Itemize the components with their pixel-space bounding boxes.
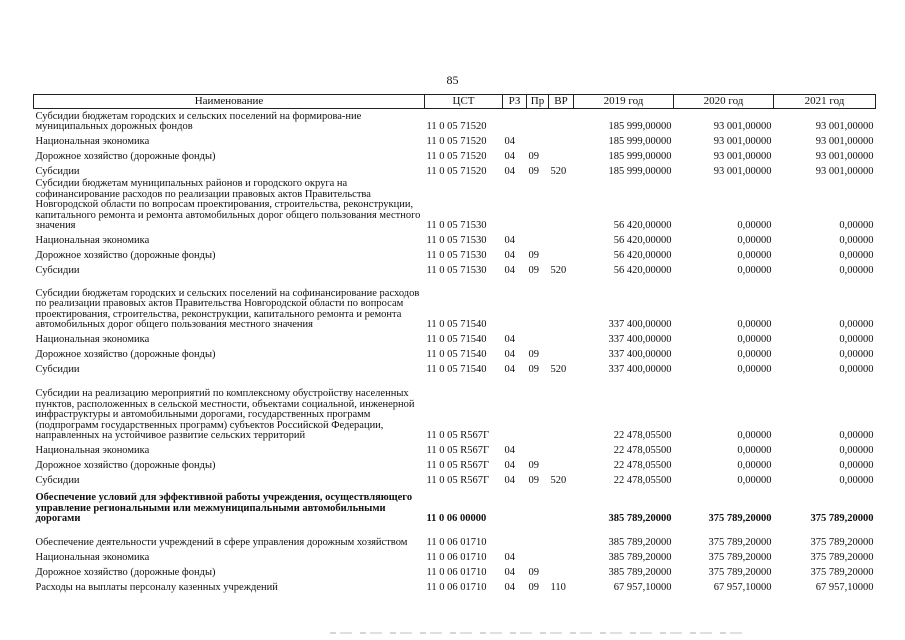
cell-2020: 0,00000 xyxy=(737,220,772,231)
cell-rz: 04 xyxy=(504,552,515,563)
cell-2019: 56 420,00000 xyxy=(613,220,672,231)
table-row xyxy=(34,361,876,376)
cell-2020: 375 789,20000 xyxy=(708,537,772,548)
cell-2021: 93 001,00000 xyxy=(815,121,874,132)
cell-vr xyxy=(549,178,574,232)
cell-2021: 0,00000 xyxy=(839,334,874,345)
cell-pr xyxy=(527,331,549,346)
cell-2021: 0,00000 xyxy=(839,319,874,330)
cell-2020: 93 001,00000 xyxy=(713,121,772,132)
header-rz: РЗ xyxy=(503,95,527,109)
cell-vr xyxy=(549,232,574,247)
cell-2021: 0,00000 xyxy=(839,349,874,360)
cell-cst: 11 0 05 R567Г xyxy=(426,430,490,441)
cell-2019: 337 400,00000 xyxy=(608,319,672,330)
cell-pr xyxy=(527,178,549,232)
cell-cst: 11 0 05 71530 xyxy=(426,220,487,231)
cell-cst: 11 0 05 71520 xyxy=(426,166,487,177)
table-row xyxy=(34,262,876,277)
cell-2019: 56 420,00000 xyxy=(613,250,672,261)
cell-rz: 04 xyxy=(504,445,515,456)
cell-2020: 93 001,00000 xyxy=(713,151,772,162)
cell-rz: 04 xyxy=(504,475,515,486)
cell-pr xyxy=(527,277,549,331)
cell-2019: 22 478,05500 xyxy=(613,445,672,456)
cell-rz xyxy=(503,277,527,331)
header-2019: 2019 год xyxy=(574,95,674,109)
table-row xyxy=(34,564,876,579)
cell-rz xyxy=(503,178,527,232)
cell-name: Национальная экономика xyxy=(35,334,150,345)
table-row xyxy=(34,277,876,331)
cell-pr: 09 xyxy=(528,364,539,375)
cell-2019: 22 478,05500 xyxy=(613,475,672,486)
cell-vr xyxy=(549,277,574,331)
table-body xyxy=(34,109,876,594)
table-row xyxy=(34,457,876,472)
cell-cst: 11 0 05 71530 xyxy=(426,235,487,246)
cell-2021: 0,00000 xyxy=(839,445,874,456)
cell-rz: 04 xyxy=(504,250,515,261)
table-row xyxy=(34,109,876,133)
cell-2019: 385 789,20000 xyxy=(608,567,672,578)
cell-2020: 0,00000 xyxy=(737,475,772,486)
cell-pr xyxy=(527,549,549,564)
cell-2019: 385 789,20000 xyxy=(608,537,672,548)
cell-vr: 520 xyxy=(550,166,567,177)
cell-cst: 11 0 06 01710 xyxy=(426,537,487,548)
cell-rz: 04 xyxy=(504,460,515,471)
cell-cst: 11 0 05 71520 xyxy=(426,121,487,132)
cell-2020: 0,00000 xyxy=(737,430,772,441)
cell-2019: 385 789,20000 xyxy=(608,552,672,563)
table-row xyxy=(34,247,876,262)
cell-2021: 93 001,00000 xyxy=(815,136,874,147)
cell-name: Субсидии xyxy=(35,265,80,276)
cell-2021: 67 957,10000 xyxy=(815,582,874,593)
cell-2021: 0,00000 xyxy=(839,364,874,375)
cell-vr xyxy=(549,457,574,472)
cell-2020: 0,00000 xyxy=(737,364,772,375)
cell-name: Обеспечение деятельности учреждений в сфере управления дорожным хозяйством xyxy=(35,537,408,548)
cell-2019: 22 478,05500 xyxy=(613,430,672,441)
cell-2020: 0,00000 xyxy=(737,445,772,456)
cell-rz: 04 xyxy=(504,151,515,162)
cell-2019: 337 400,00000 xyxy=(608,364,672,375)
cell-cst: 11 0 05 71520 xyxy=(426,151,487,162)
cell-name: Расходы на выплаты персоналу казенных учреждений xyxy=(35,582,278,593)
cell-pr: 09 xyxy=(528,582,539,593)
table-row xyxy=(34,525,876,549)
cell-2019: 385 789,20000 xyxy=(608,513,672,524)
cell-vr xyxy=(549,564,574,579)
cell-2021: 0,00000 xyxy=(839,265,874,276)
cell-rz xyxy=(503,487,527,525)
cell-2020: 0,00000 xyxy=(737,250,772,261)
cell-pr xyxy=(527,525,549,549)
cell-2019: 185 999,00000 xyxy=(608,136,672,147)
cell-2021: 375 789,20000 xyxy=(810,513,874,524)
cell-2021: 0,00000 xyxy=(839,430,874,441)
cell-2021: 375 789,20000 xyxy=(810,537,874,548)
table-row xyxy=(34,148,876,163)
cell-vr xyxy=(549,109,574,133)
cell-pr xyxy=(527,376,549,442)
cell-vr xyxy=(549,346,574,361)
cell-vr: 520 xyxy=(550,475,567,486)
cell-pr: 09 xyxy=(528,349,539,360)
cell-name: Национальная экономика xyxy=(35,445,150,456)
table-row xyxy=(34,163,876,178)
cell-2020: 0,00000 xyxy=(737,460,772,471)
cell-cst: 11 0 06 01710 xyxy=(426,567,487,578)
cell-rz xyxy=(503,109,527,133)
cell-cst: 11 0 05 R567Г xyxy=(426,445,490,456)
table-row xyxy=(34,346,876,361)
cell-2020: 0,00000 xyxy=(737,334,772,345)
cell-name: Субсидии бюджетам городских и сельских поселений на формирова-ние муниципальных дорожных фондов xyxy=(35,110,362,132)
cell-cst: 11 0 05 71540 xyxy=(426,319,487,330)
cell-name: Субсидии на реализацию мероприятий по комплексному обустройству населенных пунктов, расположенных в сельской местности, объектами социальной, инженерной инфраструктуры и автомобильными дорогами, государственных программ (подпрограмм государственных программ) субъектов Российской Федерации, направленных на устойчивое развитие сельских территорий xyxy=(35,388,415,441)
cell-2020: 93 001,00000 xyxy=(713,166,772,177)
cell-rz xyxy=(503,376,527,442)
cell-2019: 67 957,10000 xyxy=(613,582,672,593)
table-row xyxy=(34,133,876,148)
cell-cst: 11 0 06 01710 xyxy=(426,552,487,563)
cell-pr: 09 xyxy=(528,151,539,162)
cell-cst: 11 0 05 71540 xyxy=(426,349,487,360)
cell-2019: 22 478,05500 xyxy=(613,460,672,471)
cell-cst: 11 0 05 71530 xyxy=(426,265,487,276)
cell-cst: 11 0 05 R567Г xyxy=(426,460,490,471)
cell-vr xyxy=(549,549,574,564)
table-row xyxy=(34,232,876,247)
table-row xyxy=(34,331,876,346)
cell-cst: 11 0 05 71530 xyxy=(426,250,487,261)
cell-rz: 04 xyxy=(504,349,515,360)
header-2021: 2021 год xyxy=(774,95,876,109)
cell-cst: 11 0 05 71520 xyxy=(426,136,487,147)
cell-2021: 0,00000 xyxy=(839,250,874,261)
cell-cst: 11 0 05 71540 xyxy=(426,364,487,375)
cell-2019: 337 400,00000 xyxy=(608,349,672,360)
cell-pr: 09 xyxy=(528,250,539,261)
cell-2020: 67 957,10000 xyxy=(713,582,772,593)
cell-vr xyxy=(549,525,574,549)
cell-2020: 375 789,20000 xyxy=(708,567,772,578)
cell-name: Дорожное хозяйство (дорожные фонды) xyxy=(35,250,216,261)
cell-vr xyxy=(549,133,574,148)
budget-table xyxy=(33,94,876,594)
cell-pr xyxy=(527,442,549,457)
table-row xyxy=(34,549,876,564)
header-name: Наименование xyxy=(34,95,425,109)
header-pr: Пр xyxy=(527,95,549,109)
cell-name: Дорожное хозяйство (дорожные фонды) xyxy=(35,151,216,162)
table-row xyxy=(34,487,876,525)
header-2020: 2020 год xyxy=(674,95,774,109)
cell-vr xyxy=(549,148,574,163)
cell-2020: 0,00000 xyxy=(737,265,772,276)
cell-vr: 520 xyxy=(550,265,567,276)
cell-name: Субсидии xyxy=(35,364,80,375)
cell-cst: 11 0 05 71540 xyxy=(426,334,487,345)
cell-pr xyxy=(527,487,549,525)
table-header-row xyxy=(34,95,876,109)
cell-name: Субсидии бюджетам муниципальных районов и городского округа на софинансирование расходов по реализации правовых актов Правительства Новгородской области по вопросам проектирования, строительства, реконструкции, капитального ремонта и ремонта автомобильных дорог общего пользования местного значения xyxy=(35,178,421,231)
cell-rz: 04 xyxy=(504,364,515,375)
cell-2021: 0,00000 xyxy=(839,460,874,471)
cell-pr: 09 xyxy=(528,460,539,471)
cell-2019: 337 400,00000 xyxy=(608,334,672,345)
cell-name: Национальная экономика xyxy=(35,136,150,147)
cell-rz: 04 xyxy=(504,166,515,177)
cell-name: Обеспечение условий для эффективной работы учреждения, осуществляющего управление региональными или межмуниципальными автомобильными дорогами xyxy=(35,492,413,524)
cell-name: Субсидии xyxy=(35,475,80,486)
cell-2020: 0,00000 xyxy=(737,349,772,360)
cell-vr xyxy=(549,247,574,262)
cell-pr: 09 xyxy=(528,475,539,486)
cell-2021: 0,00000 xyxy=(839,220,874,231)
cell-rz: 04 xyxy=(504,582,515,593)
cell-cst: 11 0 06 01710 xyxy=(426,582,487,593)
table-row xyxy=(34,178,876,232)
cell-2021: 93 001,00000 xyxy=(815,166,874,177)
cell-pr xyxy=(527,109,549,133)
cell-2019: 185 999,00000 xyxy=(608,121,672,132)
cell-2021: 0,00000 xyxy=(839,235,874,246)
cell-pr xyxy=(527,232,549,247)
cell-cst: 11 0 06 00000 xyxy=(426,513,487,524)
cell-2021: 375 789,20000 xyxy=(810,567,874,578)
cell-rz: 04 xyxy=(504,136,515,147)
cell-rz: 04 xyxy=(504,235,515,246)
cell-vr: 110 xyxy=(550,582,566,593)
header-vr: ВР xyxy=(549,95,574,109)
cell-name: Субсидии xyxy=(35,166,80,177)
cell-name: Дорожное хозяйство (дорожные фонды) xyxy=(35,460,216,471)
cell-vr xyxy=(549,487,574,525)
cell-pr: 09 xyxy=(528,567,539,578)
cell-pr xyxy=(527,133,549,148)
cell-name: Дорожное хозяйство (дорожные фонды) xyxy=(35,567,216,578)
cell-2021: 0,00000 xyxy=(839,475,874,486)
cell-vr xyxy=(549,331,574,346)
cell-2020: 93 001,00000 xyxy=(713,136,772,147)
table-row xyxy=(34,442,876,457)
header-cst: ЦСТ xyxy=(425,95,503,109)
scan-artifact xyxy=(330,632,750,634)
cell-vr xyxy=(549,442,574,457)
cell-pr: 09 xyxy=(528,265,539,276)
table-row xyxy=(34,579,876,594)
cell-2021: 375 789,20000 xyxy=(810,552,874,563)
cell-2021: 93 001,00000 xyxy=(815,151,874,162)
cell-name: Дорожное хозяйство (дорожные фонды) xyxy=(35,349,216,360)
cell-2020: 0,00000 xyxy=(737,235,772,246)
cell-pr: 09 xyxy=(528,166,539,177)
cell-2019: 185 999,00000 xyxy=(608,151,672,162)
cell-vr xyxy=(549,376,574,442)
cell-2019: 56 420,00000 xyxy=(613,265,672,276)
cell-rz: 04 xyxy=(504,334,515,345)
table-row xyxy=(34,472,876,487)
cell-rz xyxy=(503,525,527,549)
cell-2020: 375 789,20000 xyxy=(708,513,772,524)
table-row xyxy=(34,376,876,442)
cell-2020: 0,00000 xyxy=(737,319,772,330)
cell-name: Национальная экономика xyxy=(35,235,150,246)
page-number: 85 xyxy=(446,73,459,87)
cell-rz: 04 xyxy=(504,567,515,578)
cell-rz: 04 xyxy=(504,265,515,276)
cell-vr: 520 xyxy=(550,364,567,375)
cell-2019: 56 420,00000 xyxy=(613,235,672,246)
cell-name: Национальная экономика xyxy=(35,552,150,563)
cell-name: Субсидии бюджетам городских и сельских поселений на софинансирование расходов по реализации правовых актов Правительства Новгородской области по вопросам проектирования, строительства, реконструкции, капитального ремонта и ремонта автомобильных дорог общего пользования местного значения xyxy=(35,287,420,330)
cell-2020: 375 789,20000 xyxy=(708,552,772,563)
cell-cst: 11 0 05 R567Г xyxy=(426,475,490,486)
cell-2019: 185 999,00000 xyxy=(608,166,672,177)
